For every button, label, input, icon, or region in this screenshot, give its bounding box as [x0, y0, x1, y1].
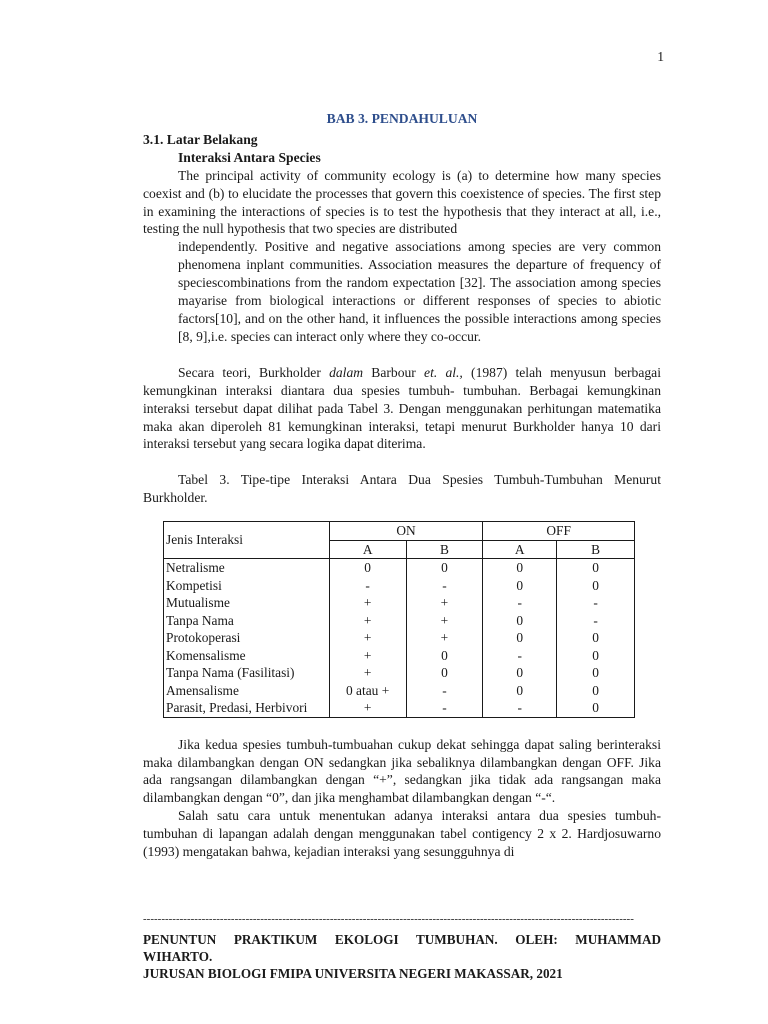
off-b-value: 0: [557, 577, 635, 595]
on-a-value: +: [329, 647, 406, 665]
off-b-value: 0: [557, 682, 635, 700]
on-b-value: -: [406, 682, 483, 700]
off-a-value: 0: [483, 664, 557, 682]
paragraph-burkholder: [143, 364, 661, 454]
page-number: 1: [657, 49, 664, 64]
off-a-value: 0: [483, 612, 557, 630]
para2-etal: et. al.,: [424, 364, 463, 380]
on-a-value: +: [329, 612, 406, 630]
on-b-value: 0: [406, 647, 483, 665]
footer-text: [143, 931, 661, 982]
on-b-value: +: [406, 594, 483, 612]
paragraph-on-off: Jika kedua spesies tumbuh-tumbuahan cukup dekat sehingga dapat saling berinteraksi maka dilambangkan dengan ON sedangkan jika sebaliknya dilambangkan dengan OFF. Jika ada rangsangan dilambangkan dengan “+”, sedangkan jika tidak ada rangsangan maka dilambangkan dengan “0”, dan jika menghambat dilambangkan dengan “-“.: [143, 736, 661, 806]
off-b-value: 0: [557, 559, 635, 577]
paragraph-contigency: Salah satu cara untuk menentukan adanya interaksi antara dua spesies tumbuh-tumbuhan di lapangan adalah dengan menggunakan tabel contigency 2 x 2. Hardjosuwarno (1993) mengatakan bahwa, kejadian interaksi yang sesungguhnya di: [143, 808, 661, 860]
table-caption: Tabel 3. Tipe-tipe Interaksi Antara Dua Spesies Tumbuh-Tumbuhan Menurut Burkholder.: [143, 472, 661, 506]
off-a-value: 0: [483, 629, 557, 647]
on-b-value: -: [406, 577, 483, 595]
header-off: OFF: [483, 522, 635, 541]
header-jenis-interaksi: Jenis Interaksi: [164, 522, 330, 559]
para2-post: (1987) telah menyusun berbagai kemungkinan interaksi diantara dua spesies tumbuh- tumbuhan. Berbagai kemungkinan interaksi tersebut dapat dilihat pada Tabel 3. Dengan menggunakan perhitungan matematika maka akan diperoleh 81 kemungkinan interaksi, tetapi menurut Burkholder hanya 10 dari interaksi tersebut yang secara logika dapat diterima.: [143, 364, 661, 452]
on-b-value: -: [406, 699, 483, 717]
table-header-row: [164, 522, 635, 541]
off-a-value: -: [483, 594, 557, 612]
header-off-b: B: [557, 540, 635, 559]
off-a-value: 0: [483, 577, 557, 595]
table-row: [164, 559, 635, 577]
page-footer: [143, 913, 661, 982]
off-a-value: 0: [483, 682, 557, 700]
on-a-value: +: [329, 699, 406, 717]
off-b-value: 0: [557, 699, 635, 717]
table-body: [164, 559, 635, 718]
page-content: [143, 110, 661, 861]
row-name: Amensalisme: [164, 682, 330, 700]
on-a-value: +: [329, 594, 406, 612]
row-name: Komensalisme: [164, 647, 330, 665]
table-row: [164, 647, 635, 665]
row-name: Netralisme: [164, 559, 330, 577]
para2-mid: Barbour: [363, 364, 425, 380]
off-b-value: 0: [557, 647, 635, 665]
row-name: Tanpa Nama: [164, 612, 330, 630]
off-a-value: 0: [483, 559, 557, 577]
table-row: [164, 682, 635, 700]
table-row: [164, 612, 635, 630]
interaction-table: [163, 521, 635, 718]
on-b-value: +: [406, 612, 483, 630]
header-on: ON: [329, 522, 483, 541]
paragraph-gap: [143, 453, 661, 471]
off-a-value: -: [483, 647, 557, 665]
table-row: [164, 699, 635, 717]
header-on-a: A: [329, 540, 406, 559]
row-name: Tanpa Nama (Fasilitasi): [164, 664, 330, 682]
para2-pre: Secara teori, Burkholder: [178, 364, 330, 380]
row-name: Parasit, Predasi, Herbivori: [164, 699, 330, 717]
on-a-value: +: [329, 664, 406, 682]
on-a-value: 0: [329, 559, 406, 577]
off-b-value: 0: [557, 664, 635, 682]
on-b-value: 0: [406, 559, 483, 577]
row-name: Kompetisi: [164, 577, 330, 595]
footer-rule: --------------------------------------------------------------------------------------------------------------------------------------: [143, 913, 634, 925]
para2-dalam: dalam: [329, 364, 364, 380]
table-row: [164, 629, 635, 647]
table-row: [164, 664, 635, 682]
paragraph-english-part1: The principal activity of community ecology is (a) to determine how many species coexist and (b) to elucidate the processes that govern this coexistence of species. The first step in examining the interactions of species is to test the hypothesis that they interact at all, i.e., testing the null hypothesis that two species are distributed: [143, 167, 661, 237]
table-row: [164, 594, 635, 612]
header-on-b: B: [406, 540, 483, 559]
section-title: 3.1. Latar Belakang: [143, 131, 258, 147]
on-a-value: -: [329, 577, 406, 595]
on-a-value: +: [329, 629, 406, 647]
paragraph-gap: [143, 346, 661, 364]
on-b-value: 0: [406, 664, 483, 682]
footer-line-1: PENUNTUN PRAKTIKUM EKOLOGI TUMBUHAN. OLEH: MUHAMMAD WIHARTO.: [143, 932, 661, 964]
paragraph-english-part2: independently. Positive and negative associations among species are very common phenomena inplant communities. Association measures the departure of frequency of speciescombinations from the random expectation [32]. The association among species mayarise from biological interactions or different responses of species to abiotic factors[10], and on the other hand, it influences the possible interactions among species [8, 9],i.e. species can interact only where they co-occur.: [178, 239, 661, 344]
row-name: Mutualisme: [164, 594, 330, 612]
on-b-value: +: [406, 629, 483, 647]
off-b-value: -: [557, 612, 635, 630]
footer-line-2: JURUSAN BIOLOGI FMIPA UNIVERSITA NEGERI MAKASSAR, 2021: [143, 966, 563, 981]
header-off-a: A: [483, 540, 557, 559]
off-a-value: -: [483, 699, 557, 717]
row-name: Protokoperasi: [164, 629, 330, 647]
on-a-value: 0 atau +: [329, 682, 406, 700]
off-b-value: 0: [557, 629, 635, 647]
table-row: [164, 577, 635, 595]
off-b-value: -: [557, 594, 635, 612]
subsection-title: Interaksi Antara Species: [178, 149, 321, 165]
chapter-title: BAB 3. PENDAHULUAN: [326, 111, 478, 126]
